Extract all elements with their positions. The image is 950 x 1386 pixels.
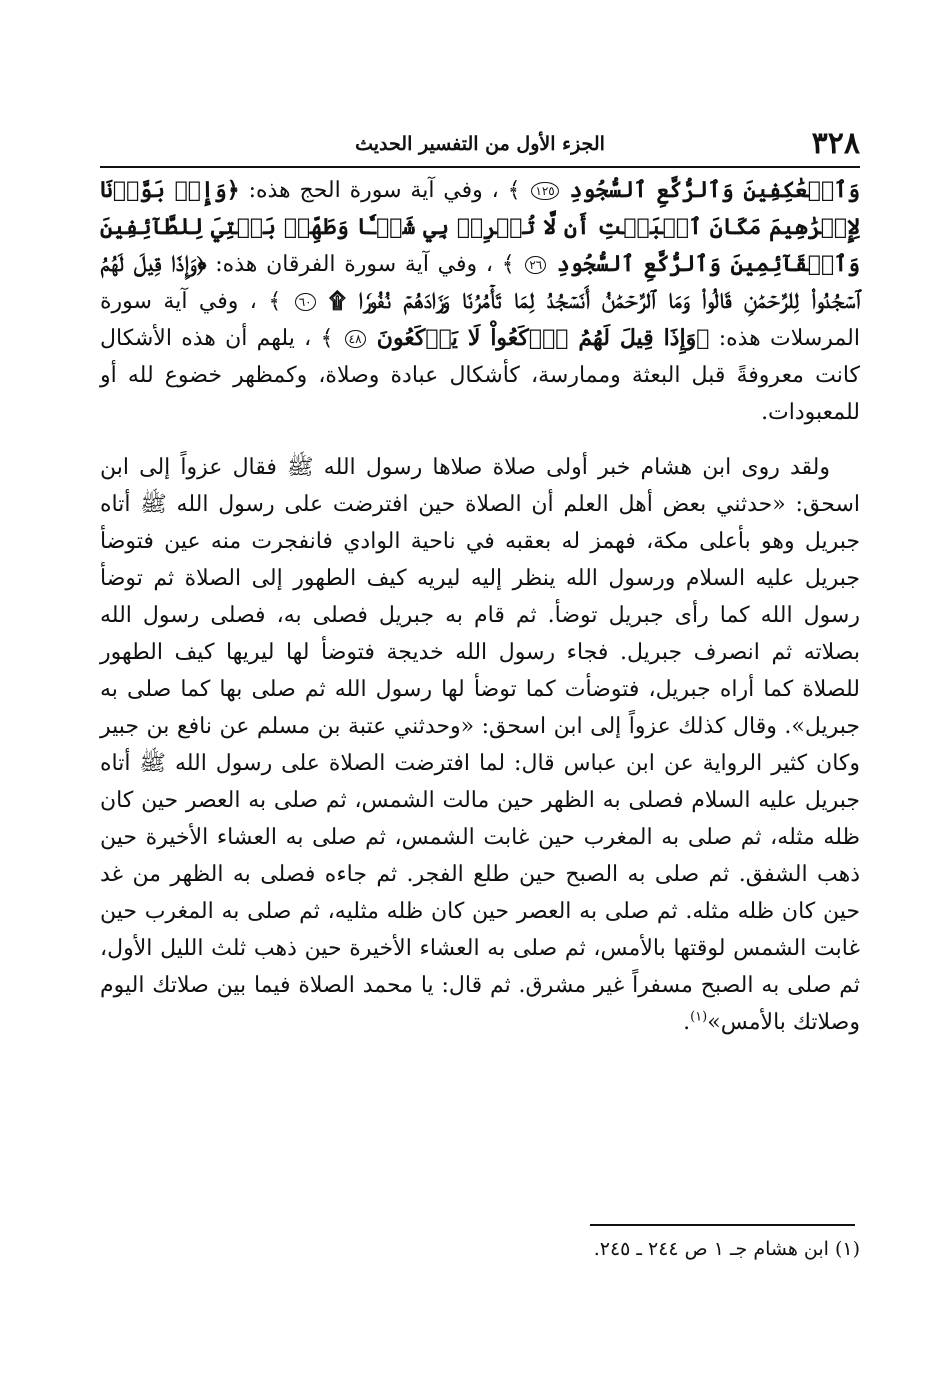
ayah-number: ٤٨	[345, 330, 366, 348]
running-title: الجزء الأول من التفسير الحديث	[355, 133, 605, 155]
footnote-reference[interactable]: (١)	[690, 1009, 708, 1025]
quran-verse: ﴿وَإِذۡ بَوَّأۡنَا لِإِبۡرَٰهِيمَ مَكَانَ ٱلۡبَيۡتِ أَن لَّا تُشۡرِكۡ بِي شَيۡـٔٗا وَطَهِّرۡ بَيۡتِيَ لِلطَّآئِفِينَ وَٱلۡقَآئِمِينَ وَٱلرُّكَّعِ ٱلسُّجُودِ	[100, 177, 860, 277]
paragraph-narration	[100, 449, 860, 1041]
paragraph-text: ، يلهم أن هذه الأشكال كانت معروفةً قبل البعثة وممارسة، كأشكال عبادة وصلاة، وكمظهر خضوع لله أو للمعبودات.	[100, 326, 860, 425]
header-rule	[100, 166, 860, 168]
ayah-number: ١٢٥	[531, 182, 558, 200]
paragraph-text: ، وفي آية سورة الحج هذه:	[248, 178, 499, 203]
paragraph-text: ، وفي آية سورة الفرقان هذه:	[215, 252, 493, 277]
paragraph-text: ، وفي آية سورة المرسلات هذه:	[100, 289, 860, 351]
footnote: (١) ابن هشام جـ ١ ص ٢٤٤ ـ ٢٤٥.	[593, 1238, 860, 1260]
quran-verse: ﴿وَإِذَا قِيلَ لَهُمُ ٱسۡجُدُواْ لِلرَّحۡمَٰنِ قَالُواْ وَمَا ٱلرَّحۡمَٰنُ أَنَسۡجُدُ لِمَا تَأۡمُرُنَا وَزَادَهُمۡ نُفُورٗا ۩	[100, 251, 860, 314]
body-text	[100, 172, 860, 1041]
quran-verse: وَٱلۡعَٰكِفِينَ وَٱلرُّكَّعِ ٱلسُّجُودِ	[569, 177, 860, 203]
paragraph-verses: وَٱلۡعَٰكِفِينَ وَٱلرُّكَّعِ ٱلسُّجُودِ ١٢٥ ﴾ ، وفي آية سورة الحج هذه: ﴿وَإِذۡ بَوَّأۡنَا لِإِبۡرَٰهِيمَ مَكَانَ ٱلۡبَيۡتِ أَن لَّا تُشۡرِكۡ بِي شَيۡـٔٗا وَطَهِّرۡ بَيۡتِيَ لِلطَّآئِفِينَ وَٱلۡقَآئِمِينَ وَٱلرُّكَّعِ ٱلسُّجُودِ ٢٦ ﴾ ، وفي آية سورة الفرقان هذه: ﴿وَإِذَا قِيلَ لَهُمُ ٱسۡجُدُواْ لِلرَّحۡمَٰنِ قَالُواْ وَمَا ٱلرَّحۡمَٰنُ أَنَسۡجُدُ لِمَا تَأۡمُرُنَا وَزَادَهُمۡ نُفُورٗا ۩ ٦٠ ﴾ ، وفي آية سورة المرسلات هذه: ﴿وَإِذَا قِيلَ لَهُمُ ٱرۡكَعُواْ لَا يَرۡكَعُونَ ٤٨ ﴾ ، يلهم أن هذه الأشكال كانت معروفةً قبل البعثة وممارسة، كأشكال عبادة وصلاة، وكمظهر خضوع لله أو للمعبودات.	[100, 177, 860, 425]
ayah-number: ٦٠	[295, 293, 316, 311]
paragraph-text: ولقد روى ابن هشام خبر أولى صلاة صلاها رسول الله ﷺ فقال عزواً إلى ابن اسحق: «حدثني بعض أهل العلم أن الصلاة حين افترضت على رسول الله ﷺ أتاه جبريل وهو بأعلى مكة، فهمز له بعقبه في ناحية الوادي فانفجرت منه عين فتوضأ جبريل عليه السلام ورسول الله ينظر إليه ليريه كيف الطهور إلى الصلاة ثم توضأ رسول الله كما رأى جبريل توضأ. ثم قام به جبريل فصلى به، فصلى رسول الله بصلاته ثم انصرف جبريل. فجاء رسول الله خديجة فتوضأ لها ليريها كيف الطهور للصلاة كما أراه جبريل، فتوضأت كما توضأ لها رسول الله ثم صلى بها كما صلى به جبريل». وقال كذلك عزواً إلى ابن اسحق: «وحدثني عتبة بن مسلم عن نافع بن جبير وكان كثير الرواية عن ابن عباس قال: لما افترضت الصلاة على رسول الله ﷺ أتاه جبريل عليه السلام فصلى به الظهر حين مالت الشمس، ثم صلى به العصر حين كان ظله مثله، ثم صلى به المغرب حين غابت الشمس، ثم صلى به العشاء الأخيرة حين ذهب الشفق. ثم صلى به الصبح حين طلع الفجر. ثم جاءه فصلى به الظهر من غد حين كان ظله مثله. ثم صلى به العصر حين كان ظله مثليه، ثم صلى به المغرب حين غابت الشمس لوقتها بالأمس، ثم صلى به العشاء الأخيرة حين ذهب ثلث الليل الأول، ثم صلى به الصبح مسفراً غير مشرق. ثم قال: يا محمد الصلاة فيما بين صلاتك اليوم وصلاتك بالأمس»	[100, 455, 860, 1035]
quran-verse: ﴿وَإِذَا قِيلَ لَهُمُ ٱرۡكَعُواْ لَا يَرۡكَعُونَ	[376, 325, 710, 351]
footnote-rule	[590, 1224, 855, 1226]
page-number: ٣٢٨	[811, 126, 860, 161]
page-header	[100, 126, 860, 162]
ayah-number: ٢٦	[525, 256, 546, 274]
paragraph-end: .	[683, 1010, 691, 1035]
